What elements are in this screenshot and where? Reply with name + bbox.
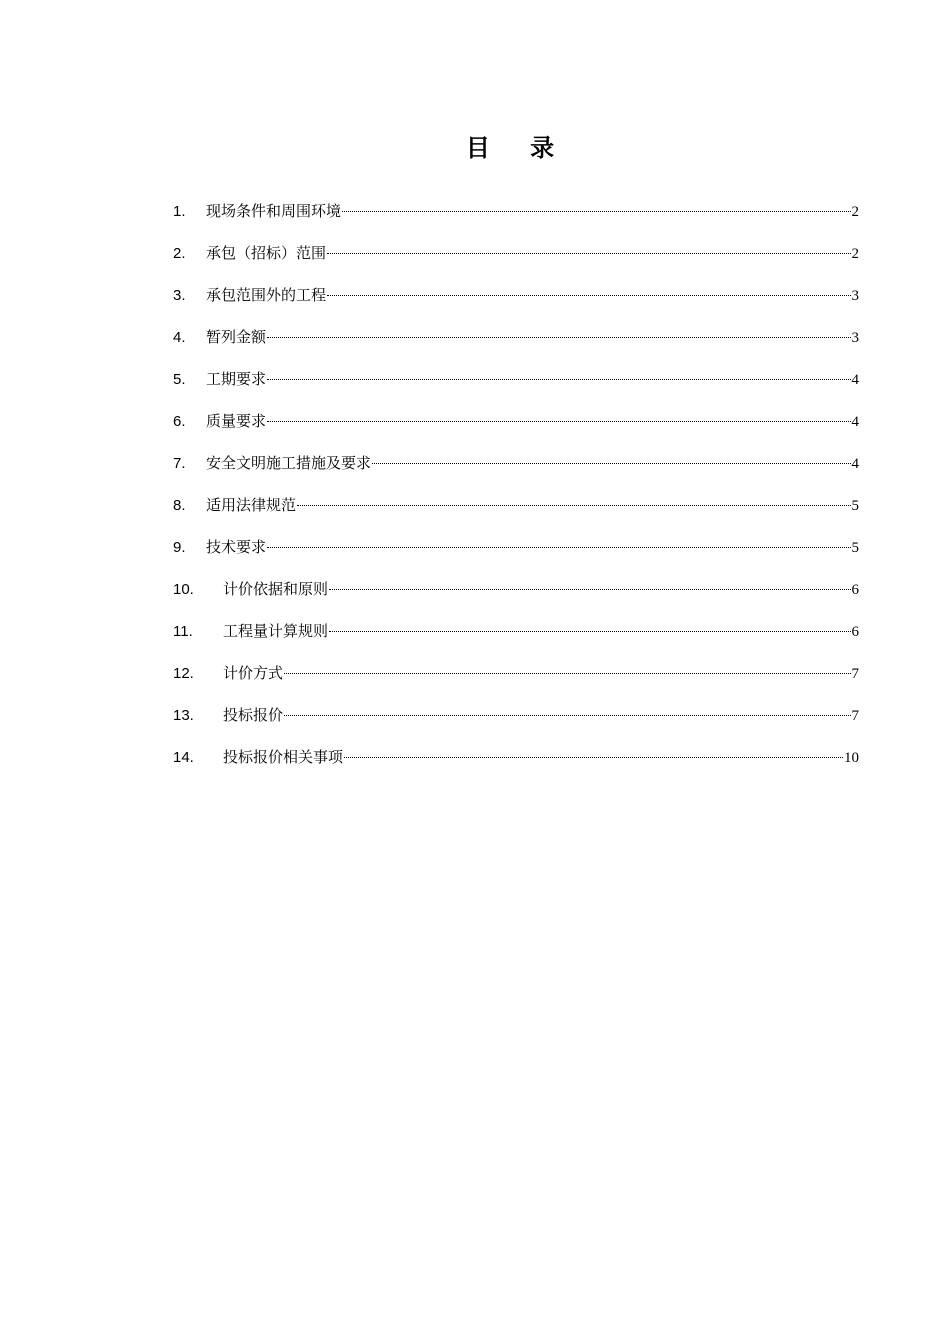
toc-dot-leader [284,673,850,674]
toc-entry-number: 2. [173,245,186,262]
toc-entry-page: 4 [851,414,859,430]
toc-list [173,196,859,784]
toc-entry-text: 计价依据和原则 [223,580,329,598]
toc-entry-12[interactable] [173,658,859,700]
toc-dot-leader [267,547,850,548]
toc-dot-leader [372,463,850,464]
toc-entry-number: 7. [173,455,186,472]
toc-entry-text: 承包范围外的工程 [206,286,327,304]
toc-entry-text: 安全文明施工措施及要求 [206,454,372,472]
toc-entry-number: 10. [173,581,194,598]
toc-entry-number: 8. [173,497,186,514]
toc-entry-text: 投标报价相关事项 [223,748,344,766]
toc-entry-number: 5. [173,371,186,388]
toc-entry-3[interactable] [173,280,859,322]
toc-entry-page: 7 [851,666,859,682]
toc-entry-14[interactable] [173,742,859,784]
toc-entry-text: 投标报价 [223,706,284,724]
toc-entry-page: 4 [851,372,859,388]
toc-entry-text: 工程量计算规则 [223,622,329,640]
toc-entry-number: 6. [173,413,186,430]
toc-dot-leader [267,337,850,338]
toc-entry-text: 技术要求 [206,538,267,556]
toc-entry-page: 2 [851,246,859,262]
toc-dot-leader [342,211,850,212]
toc-dot-leader [327,295,850,296]
toc-entry-text: 计价方式 [223,664,284,682]
toc-entry-text: 承包（招标）范围 [206,244,327,262]
toc-entry-number: 11. [173,623,193,640]
toc-entry-page: 2 [851,204,859,220]
toc-entry-page: 6 [851,582,859,598]
toc-dot-leader [327,253,850,254]
toc-dot-leader [297,505,850,506]
toc-entry-text: 工期要求 [206,370,267,388]
toc-entry-page: 3 [851,288,859,304]
toc-dot-leader [329,631,850,632]
toc-dot-leader [284,715,850,716]
toc-entry-page: 10 [844,750,859,766]
toc-entry-number: 9. [173,539,186,556]
toc-entry-11[interactable] [173,616,859,658]
toc-entry-1[interactable] [173,196,859,238]
toc-entry-6[interactable] [173,406,859,448]
toc-entry-page: 5 [851,540,859,556]
toc-dot-leader [267,421,850,422]
toc-entry-page: 4 [851,456,859,472]
toc-entry-13[interactable] [173,700,859,742]
toc-entry-number: 13. [173,707,194,724]
toc-entry-4[interactable] [173,322,859,364]
toc-dot-leader [267,379,850,380]
toc-dot-leader [329,589,850,590]
toc-entry-text: 暂列金额 [206,328,267,346]
toc-entry-text: 质量要求 [206,412,267,430]
toc-entry-10[interactable] [173,574,859,616]
toc-entry-8[interactable] [173,490,859,532]
toc-entry-number: 12. [173,665,194,682]
toc-entry-text: 适用法律规范 [206,496,297,514]
toc-entry-number: 14. [173,749,194,766]
toc-entry-page: 5 [851,498,859,514]
toc-title: 目 录 [465,134,571,162]
toc-dot-leader [344,757,843,758]
toc-entry-2[interactable] [173,238,859,280]
toc-entry-5[interactable] [173,364,859,406]
toc-entry-9[interactable] [173,532,859,574]
toc-entry-number: 1. [173,203,186,220]
toc-entry-page: 7 [851,708,859,724]
toc-entry-number: 3. [173,287,186,304]
toc-entry-page: 6 [851,624,859,640]
toc-entry-7[interactable] [173,448,859,490]
toc-entry-text: 现场条件和周围环境 [206,202,342,220]
toc-entry-page: 3 [851,330,859,346]
toc-entry-number: 4. [173,329,186,346]
